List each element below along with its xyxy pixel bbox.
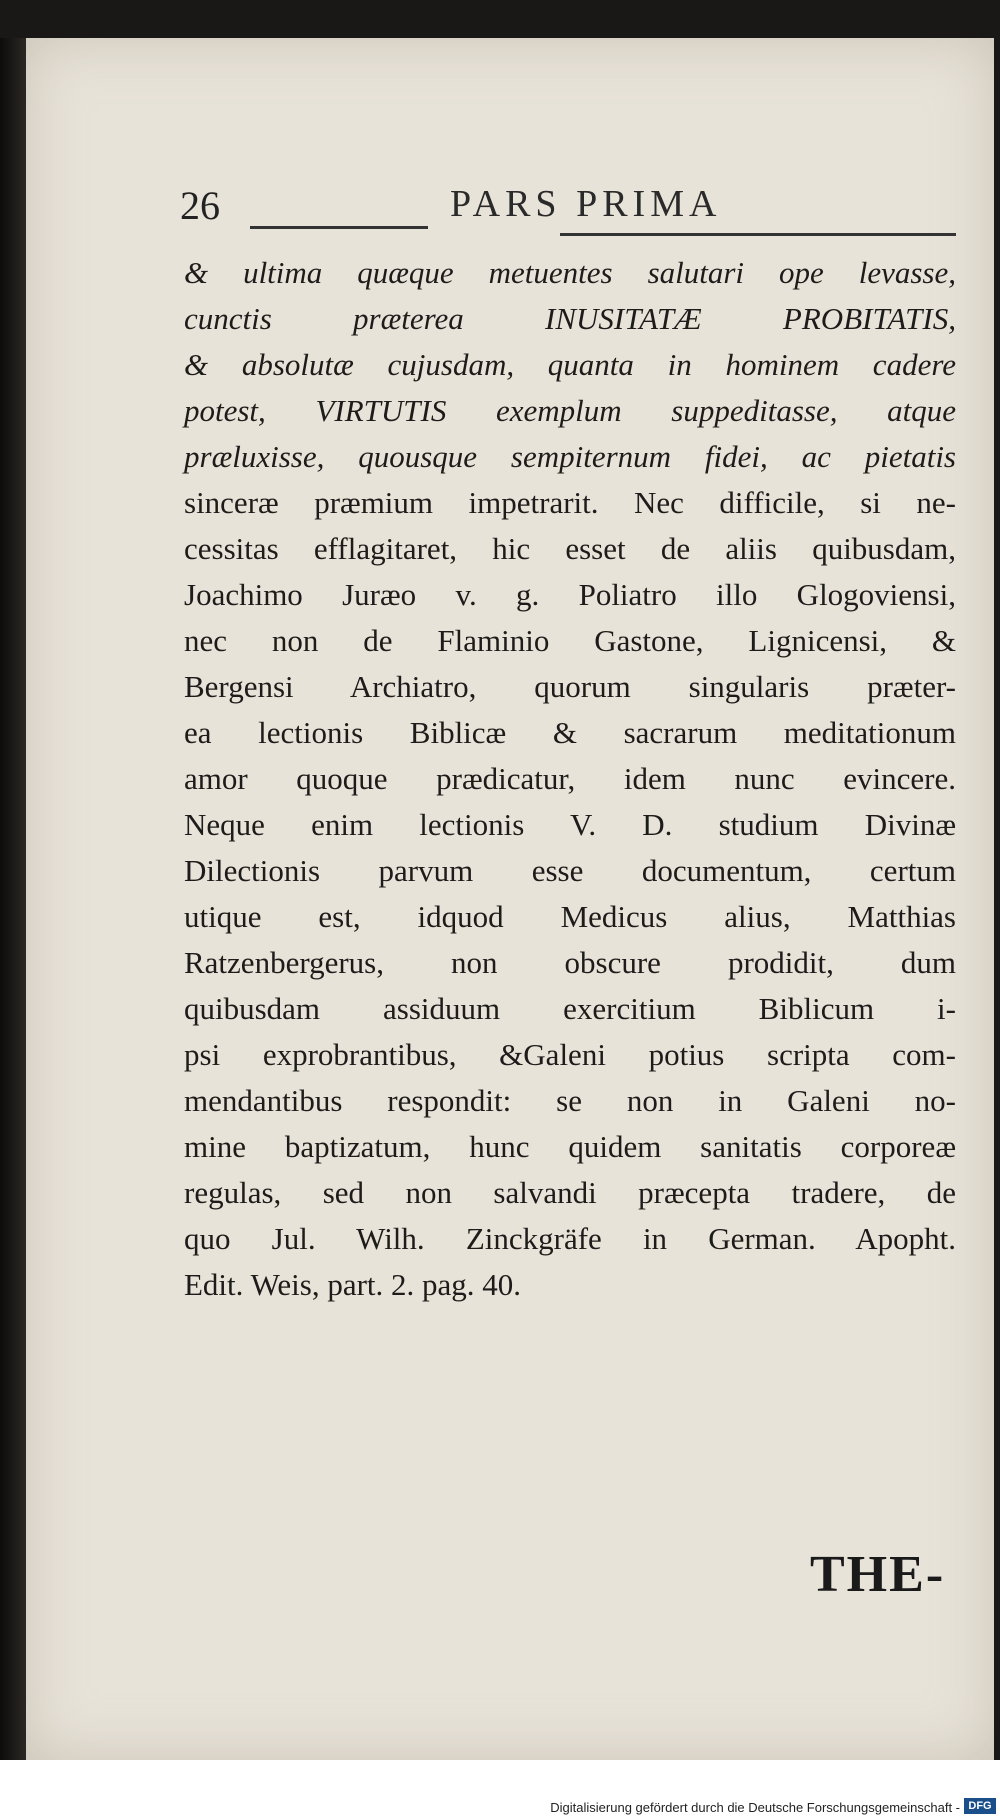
text-line: & ultima quæque metuentes salutari ope levasse,: [184, 255, 956, 290]
header-rule-right: [560, 233, 956, 236]
text-line: Dilectionis parvum esse documentum, certum: [184, 853, 956, 888]
text-line: Joachimo Juræo v. g. Poliatro illo Glogoviensi,: [184, 577, 956, 612]
text-line: mine baptizatum, hunc quidem sanitatis corporeæ: [184, 1129, 956, 1164]
text-line: Neque enim lectionis V. D. studium Divinæ: [184, 807, 956, 842]
text-line: amor quoque prædicatur, idem nunc evincere.: [184, 761, 956, 796]
text-line: cunctis præterea INUSITATÆ PROBITATIS,: [184, 301, 956, 336]
body-text: [184, 250, 956, 1308]
text-line: cessitas efflagitaret, hic esset de aliis quibusdam,: [184, 531, 956, 566]
text-line: & absolutæ cujusdam, quanta in hominem cadere: [184, 347, 956, 382]
digitization-footer: [0, 1760, 1000, 1820]
running-title: PARS PRIMA: [450, 183, 722, 225]
text-line: quo Jul. Wilh. Zinckgräfe in German. Apopht.: [184, 1221, 956, 1256]
page-edge-shadow: [0, 38, 26, 1760]
text-line: Bergensi Archiatro, quorum singularis præter-: [184, 669, 956, 704]
text-line: quibusdam assiduum exercitium Biblicum i-: [184, 991, 956, 1026]
dfg-logo: DFG: [964, 1798, 996, 1814]
page-header: [180, 182, 954, 228]
text-line: nec non de Flaminio Gastone, Lignicensi, &: [184, 623, 956, 658]
funding-credit: Digitalisierung gefördert durch die Deutsche Forschungsgemeinschaft -: [550, 1800, 960, 1815]
catchword: THE-: [810, 1546, 946, 1603]
text-line: Ratzenbergerus, non obscure prodidit, dum: [184, 945, 956, 980]
text-line: Edit. Weis, part. 2. pag. 40.: [184, 1267, 522, 1302]
text-line: regulas, sed non salvandi præcepta tradere, de: [184, 1175, 956, 1210]
text-line: utique est, idquod Medicus alius, Matthias: [184, 899, 956, 934]
text-line: præluxisse, quousque sempiternum fidei, ac pietatis: [184, 439, 956, 474]
page-number: 26: [180, 183, 220, 228]
text-line: potest, VIRTUTIS exemplum suppeditasse, atque: [184, 393, 956, 428]
text-line: mendantibus respondit: se non in Galeni no-: [184, 1083, 956, 1118]
text-line: psi exprobrantibus, &Galeni potius scripta com-: [184, 1037, 956, 1072]
text-line: ea lectionis Biblicæ & sacrarum meditationum: [184, 715, 956, 750]
text-line: sinceræ præmium impetrarit. Nec difficile, si ne-: [184, 485, 956, 520]
header-rule-left: [250, 226, 428, 229]
